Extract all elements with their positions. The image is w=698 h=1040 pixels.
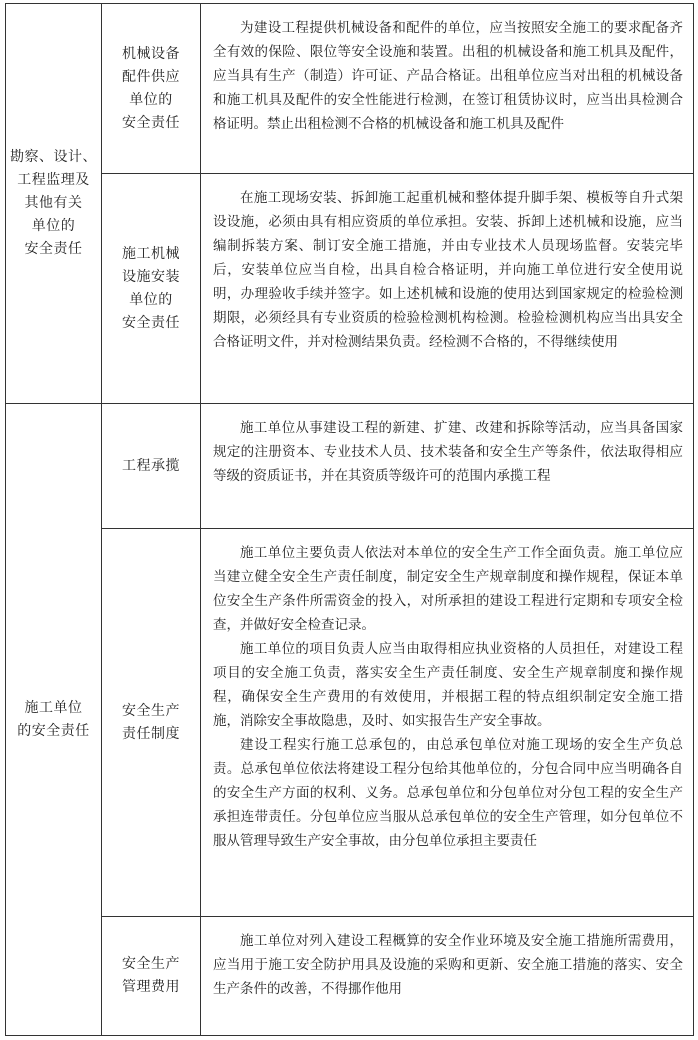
subcategory-cell	[102, 404, 201, 529]
responsibility-table	[5, 3, 694, 1036]
subcategory-line: 安全责任	[122, 314, 180, 331]
category-line: 安全责任	[24, 241, 83, 257]
subcategory-cell	[102, 4, 201, 174]
subcategory-line: 配件供应	[122, 68, 180, 85]
category-line: 施工单位	[24, 699, 83, 716]
content-cell	[201, 529, 694, 917]
subcategory-line: 机械设备	[122, 45, 180, 62]
subcategory-line: 工程承揽	[122, 457, 180, 474]
content-paragraph: 为建设工程提供机械设备和配件的单位，应当按照安全施工的要求配备齐全有效的保险、限位等安全设施和装置。出租的机械设备和施工机具及配件，应当具有生产（制造）许可证、产品合格证。出租单位应当对出租的机械设备和施工机具及配件的安全性能进行检测，在签订租赁协议时，应当出具检测合格证明。禁止出租检测不合格的机械设备和施工机具及配件	[213, 20, 683, 132]
subcategory-line: 安全生产	[122, 702, 180, 719]
content-paragraph: 施工单位对列入建设工程概算的安全作业环境及安全施工措施所需费用，应当用于施工安全防护用具及设施的采购和更新、安全施工措施的落实、安全生产条件的改善，不得挪作他用	[213, 933, 683, 997]
subcategory-line: 管理费用	[122, 979, 180, 995]
subcategory-line: 单位的	[129, 91, 173, 108]
content-cell	[201, 174, 694, 404]
content-paragraph: 施工单位从事建设工程的新建、扩建、改建和拆除等活动，应当具备国家规定的注册资本、专业技术人员、技术装备和安全生产等条件，依法取得相应等级的资质证书，并在其资质等级许可的范围内承揽工程	[213, 420, 683, 484]
subcategory-line: 安全生产	[122, 956, 180, 972]
content-cell	[201, 917, 694, 1036]
content-paragraph: 施工单位的项目负责人应当由取得相应执业资格的人员担任，对建设工程项目的安全施工负责，落实安全生产责任制度、安全生产规章制度和操作规程，确保安全生产费用的有效使用，并根据工程的特点组织制定安全施工措施，消除安全事故隐患，及时、如实报告生产安全事故。	[213, 641, 683, 729]
content-cell	[201, 4, 694, 174]
table-row	[6, 4, 694, 174]
content-paragraph: 在施工现场安装、拆卸施工起重机械和整体提升脚手架、模板等自升式架设设施，必须由具有相应资质的单位承担。安装、拆卸上述机械和设施，应当编制拆装方案、制订安全施工措施，并由专业技术人员现场监督。安装完毕后，安装单位应当自检，出具自检合格证明，并向施工单位进行安全使用说明，办理验收手续并签字。如上述机械和设施的使用达到国家规定的检验检测期限，必须经具有专业资质的检验检测机构检测。检验检测机构应当出具安全合格证明文件，并对检测结果负责。经检测不合格的，不得继续使用	[213, 190, 683, 350]
table-row	[6, 404, 694, 529]
subcategory-line: 施工机械	[122, 245, 180, 262]
category-line: 勘察、设计、	[10, 149, 97, 165]
category-cell	[6, 404, 102, 1036]
category-line: 工程监理及	[17, 172, 90, 188]
subcategory-cell	[102, 529, 201, 917]
category-line: 其他有关	[24, 195, 83, 211]
content-paragraph: 建设工程实行施工总承包的，由总承包单位对施工现场的安全生产负总责。总承包单位依法将建设工程分包给其他单位的，分包合同中应当明确各自的安全生产方面的权利、义务。总承包单位和分包单位对分包工程的安全生产承担连带责任。分包单位应当服从总承包单位的安全生产管理，如分包单位不服从管理导致生产安全事故，由分包单位承担主要责任	[213, 737, 683, 849]
subcategory-line: 安全责任	[122, 114, 180, 131]
category-line: 单位的	[31, 218, 76, 234]
category-line: 的安全责任	[17, 722, 90, 739]
subcategory-line: 设施安装	[122, 268, 180, 285]
subcategory-cell	[102, 917, 201, 1036]
table-row	[6, 174, 694, 404]
subcategory-line: 责任制度	[122, 725, 180, 742]
table-row	[6, 917, 694, 1036]
content-cell	[201, 404, 694, 529]
category-cell	[6, 4, 102, 404]
table-row	[6, 529, 694, 917]
content-paragraph: 施工单位主要负责人依法对本单位的安全生产工作全面负责。施工单位应当建立健全安全生产责任制度，制定安全生产规章制度和操作规程，保证本单位安全生产条件所需资金的投入，对所承担的建设工程进行定期和专项安全检查，并做好安全检查记录。	[213, 545, 683, 633]
subcategory-cell	[102, 174, 201, 404]
subcategory-line: 单位的	[129, 291, 173, 308]
